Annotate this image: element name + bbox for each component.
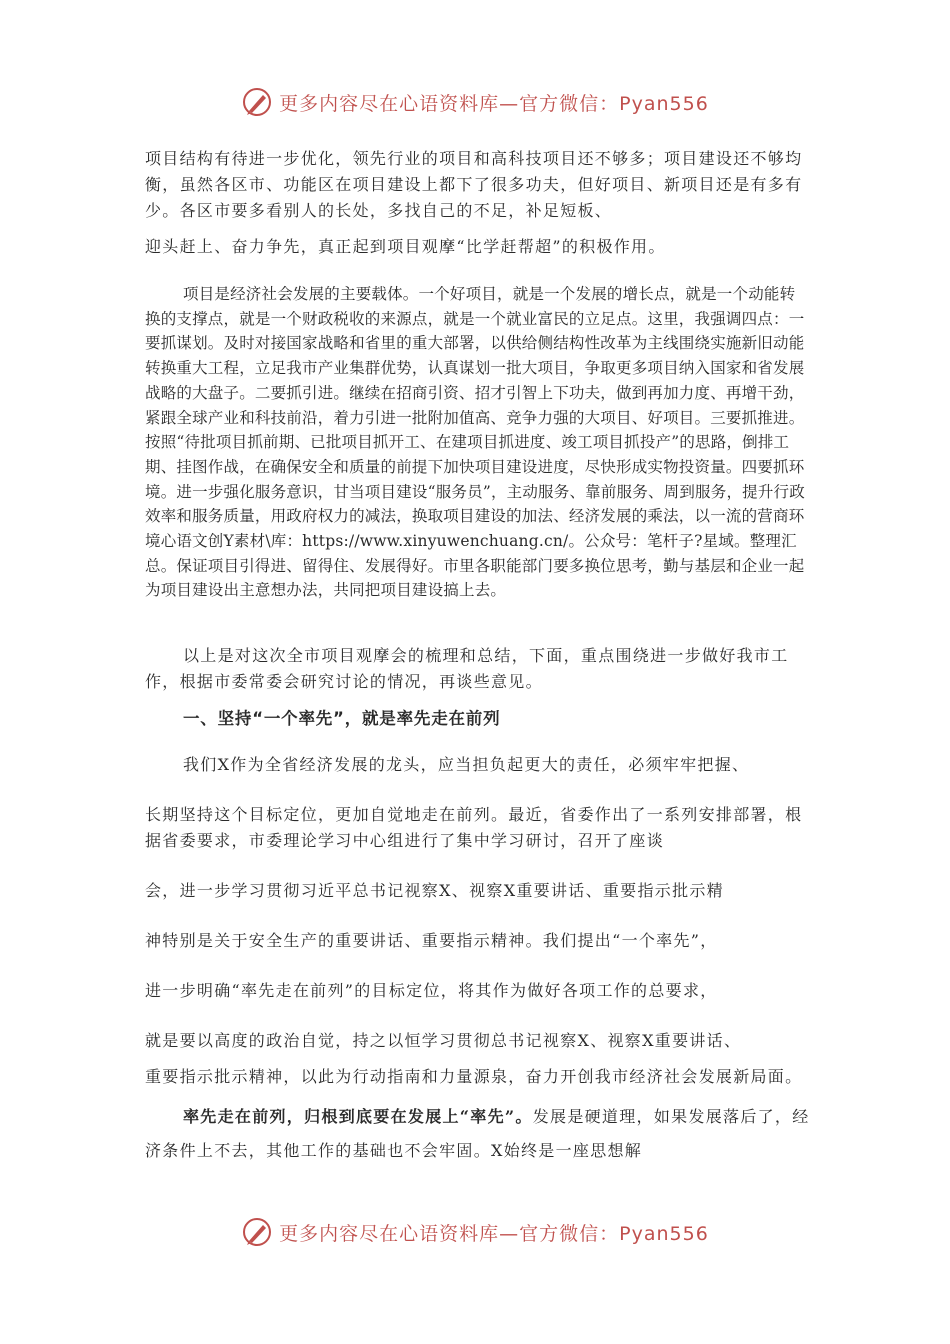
paragraph-5-text: 发展是硬道理，如果发展落后了，经济条件上不去，其他工作的基础也不会牢固。X始终是一座思想解: [145, 1107, 810, 1160]
footer-banner: [0, 1216, 950, 1248]
paragraph-1: [145, 146, 810, 260]
paragraph-4-line: 就是要以高度的政治自觉，持之以恒学习贯彻总书记视察X、视察X重要讲话、: [145, 1031, 742, 1050]
banner-text: 更多内容尽在心语资料库—官方微信：Pyan556: [279, 92, 709, 115]
paragraph-3: 以上是对这次全市项目观摩会的梳理和总结，下面，重点围绕进一步做好我市工作，根据市委常委会研究讨论的情况，再谈些意见。: [145, 646, 789, 691]
section-heading-1: 一、坚持“一个率先”，就是率先走在前列: [183, 709, 501, 728]
paragraph-4-line: 重要指示批示精神，以此为行动指南和力量源泉，奋力开创我市经济社会发展新局面。: [145, 1067, 803, 1086]
quill-logo-icon: [241, 1216, 273, 1248]
paragraph-5-bold-lead: 率先走在前列，归根到底要在发展上“率先”。: [183, 1107, 533, 1126]
banner-text: 更多内容尽在心语资料库—官方微信：Pyan556: [279, 1222, 709, 1245]
quill-logo-icon: [241, 86, 273, 118]
paragraph-4-line: 我们X作为全省经济发展的龙头，应当担负起更大的责任，必须牢牢把握、: [183, 755, 750, 774]
paragraph-4: [145, 752, 810, 1090]
header-banner: [0, 86, 950, 118]
paragraph-1-text: 项目结构有待进一步优化，领先行业的项目和高科技项目还不够多；项目建设还不够均衡，虽然各区市、功能区在项目建设上都下了很多功夫，但好项目、新项目还是有多有少。各区市要多看别人的长处，多找自己的不足，补足短板、: [145, 149, 803, 220]
paragraph-4-line: 长期坚持这个目标定位，更加自觉地走在前列。最近，省委作出了一系列安排部署，根据省委要求，市委理论学习中心组进行了集中学习研讨，召开了座谈: [145, 805, 803, 850]
paragraph-2: 项目是经济社会发展的主要载体。一个好项目，就是一个发展的增长点，就是一个动能转换的支撑点，就是一个财政税收的来源点，就是一个就业富民的立足点。这里，我强调四点：一要抓谋划。及时对接国家战略和省里的重大部署，以供给侧结构性改革为主线围绕实施新旧动能转换重大工程，立足我市产业集群优势，认真谋划一批大项目，争取更多项目纳入国家和省发展战略的大盘子。二要抓引进。继续在招商引资、招才引智上下功夫，做到再加力度、再增干劲，紧跟全球产业和科技前沿，着力引进一批附加值高、竞争力强的大项目、好项目。三要抓推进。按照“待批项目抓前期、已批项目抓开工、在建项目抓进度、竣工项目抓投产”的思路，倒排工期、挂图作战，在确保安全和质量的前提下加快项目建设进度，尽快形成实物投资量。四要抓环境。进一步强化服务意识，甘当项目建设“服务员”，主动服务、靠前服务、周到服务，提升行政效率和服务质量，用政府权力的减法，换取项目建设的加法、经济发展的乘法，以一流的营商环境心语文创Y素材\库：https://www.xinyuwenchuang.cn/。公众号：笔杆子?星域。整理汇总。保证项目引得进、留得住、发展得好。市里各职能部门要多换位思考，勤与基层和企业一起为项目建设出主意想办法，共同把项目建设搞上去。: [145, 285, 805, 600]
paragraph-5: [145, 1100, 810, 1168]
paragraph-1-last-line: 迎头赶上、奋力争先，真正起到项目观摩“比学赶帮超”的积极作用。: [145, 237, 666, 256]
paragraph-4-line: 进一步明确“率先走在前列”的目标定位，将其作为做好各项工作的总要求，: [145, 981, 718, 1000]
paragraph-4-line: 会，进一步学习贯彻习近平总书记视察X、视察X重要讲话、重要指示批示精: [145, 881, 724, 900]
paragraph-4-line: 神特别是关于安全生产的重要讲话、重要指示精神。我们提出“一个率先”，: [145, 931, 718, 950]
